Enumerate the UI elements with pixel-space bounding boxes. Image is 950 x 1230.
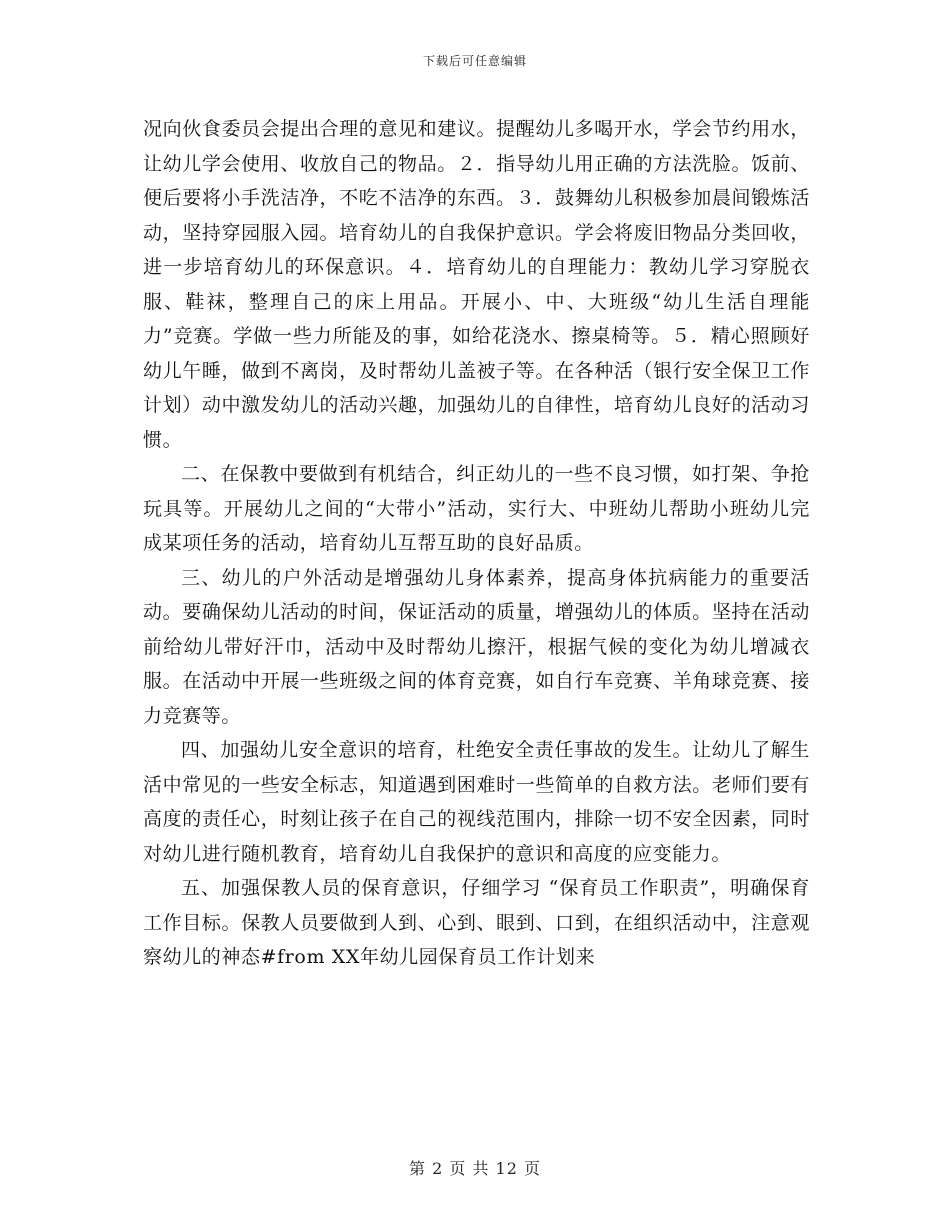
page-header: 下载后可任意编辑 <box>422 54 527 68</box>
document-body <box>143 112 810 975</box>
page-footer: 第 2 页 共 12 页 <box>409 1159 541 1178</box>
paragraph-5: 五、加强保教人员的保育意识，仔细学习 “保育员工作职责”，明确保育工作目标。保教人员要做到人到、心到、眼到、口到，在组织活动中，注意观察幼儿的神态#from XX年幼儿园保育员工作计划来 <box>143 877 810 968</box>
paragraph-4: 四、加强幼儿安全意识的培育，杜绝安全责任事故的发生。让幼儿了解生活中常见的一些安全标志，知道遇到困难时一些简单的自救方法。老师们要有高度的责任心，时刻让孩子在自己的视线范围内，排除一切不安全因素，同时对幼儿进行随机教育，培育幼儿自我保护的意识和高度的应变能力。 <box>143 739 810 865</box>
paragraph-1: 况向伙食委员会提出合理的意见和建议。提醒幼儿多喝开水，学会节约用水，让幼儿学会使用、收放自己的物品。２．指导幼儿用正确的方法洗脸。饭前、便后要将小手洗洁净，不吃不洁净的东西。３．鼓舞幼儿积极参加晨间锻炼活动，坚持穿园服入园。培育幼儿的自我保护意识。学会将废旧物品分类回收，进一步培育幼儿的环保意识。４．培育幼儿的自理能力：教幼儿学习穿脱衣服、鞋袜，整理自己的床上用品。开展小、中、大班级“幼儿生活自理能力”竞赛。学做一些力所能及的事，如给花浇水、擦桌椅等。５．精心照顾好幼儿午睡，做到不离岗，及时帮幼儿盖被子等。在各种活（银行安全保卫工作计划）动中激发幼儿的活动兴趣，加强幼儿的自律性，培育幼儿良好的活动习惯。 <box>143 118 810 451</box>
paragraph-2: 二、在保教中要做到有机结合，纠正幼儿的一些不良习惯，如打架、争抢玩具等。开展幼儿之间的“大带小”活动，实行大、中班幼儿帮助小班幼儿完成某项任务的活动，培育幼儿互帮互助的良好品质。 <box>143 463 810 554</box>
paragraph-3: 三、幼儿的户外活动是增强幼儿身体素养，提高身体抗病能力的重要活动。要确保幼儿活动的时间，保证活动的质量，增强幼儿的体质。坚持在活动前给幼儿带好汗巾，活动中及时帮幼儿擦汗，根据气候的变化为幼儿增减衣服。在活动中开展一些班级之间的体育竞赛，如自行车竞赛、羊角球竞赛、接力竞赛等。 <box>143 566 810 727</box>
